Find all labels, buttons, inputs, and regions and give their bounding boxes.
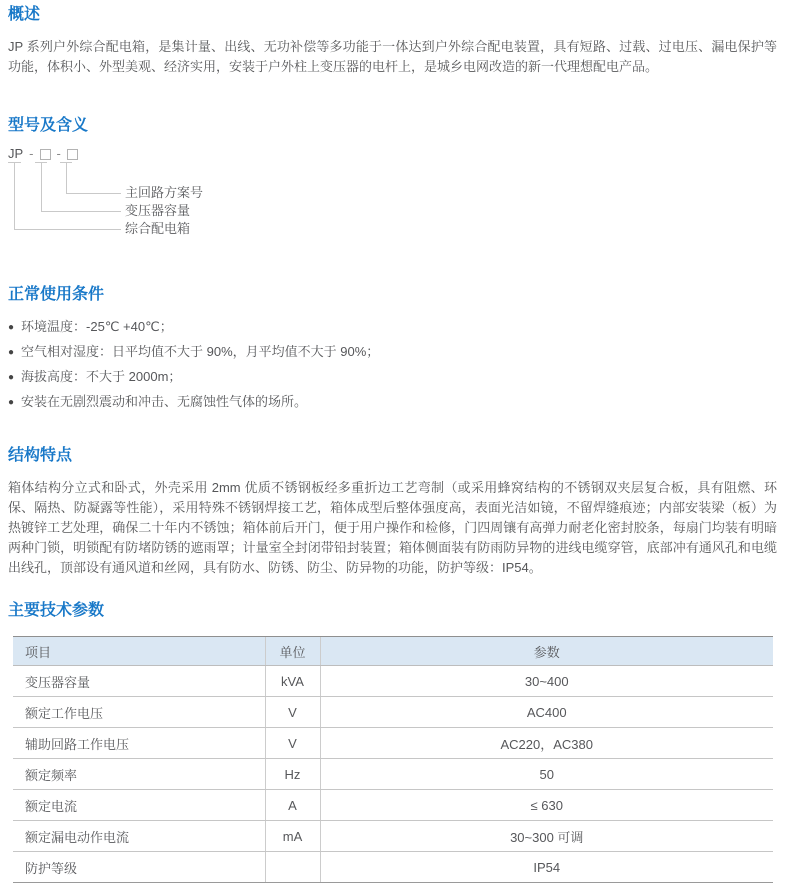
model-dash: -: [29, 146, 34, 161]
spec-item: 额定电流: [13, 790, 265, 821]
condition-text: 环境温度：-25℃ +40℃；: [21, 319, 173, 334]
spec-value: 30~300 可调: [320, 821, 773, 852]
table-row: [13, 728, 773, 759]
spec-value: AC220，AC380: [320, 728, 773, 759]
spec-item: 额定工作电压: [13, 697, 265, 728]
model-label-capacity: 变压器容量: [125, 203, 191, 218]
spec-unit: mA: [265, 821, 320, 852]
spec-value: IP54: [320, 852, 773, 883]
spec-value: 50: [320, 759, 773, 790]
model-label-scheme: 主回路方案号: [125, 185, 204, 200]
diagram-connector-line: [66, 163, 121, 194]
column-header-item: 项目: [13, 637, 265, 666]
spec-unit: A: [265, 790, 320, 821]
spec-unit: Hz: [265, 759, 320, 790]
features-paragraph: 箱体结构分立式和卧式，外壳采用 2mm 优质不锈钢板经多重折边工艺弯制（或采用蜂窝结构的不锈钢双夹层复合板，具有阻燃、环保、隔热、防凝露等性能），采用特殊不锈钢焊接工艺，箱体成型后整体强度高，表面光洁如镜，不留焊缝痕迹；内部安装梁（板）为热镀锌工艺处理，确保二十年内不锈蚀；箱体前后开门，便于用户操作和检修，门四周镶有高弹力耐老化密封胶条，每扇门均装有明暗两种门锁，明锁配有防堵防锈的遮雨罩；计量室全封闭带铅封装置；箱体侧面装有防雨防异物的进线电缆穿管，底部冲有通风孔和电缆出线孔，顶部设有通风道和丝网，具有防水、防锈、防尘、防异物的功能，防护等级：IP54。: [8, 480, 777, 575]
section-heading-specs: 主要技术参数: [8, 602, 105, 619]
table-row: [13, 790, 773, 821]
model-dash: -: [56, 146, 61, 161]
spec-table: [13, 636, 773, 883]
overview-paragraph: JP 系列户外综合配电箱，是集计量、出线、无功补偿等多功能于一体达到户外综合配电装置，具有短路、过载、过电压、漏电保护等功能，体积小、外型美观、经济实用，安装于户外柱上变压器的电杆上，是城乡电网改造的新一代理想配电产品。: [8, 39, 777, 74]
spec-unit: kVA: [265, 666, 320, 697]
conditions-list: [8, 317, 777, 414]
list-item: [8, 342, 777, 364]
section-heading-model: 型号及含义: [8, 117, 89, 134]
table-row: [13, 821, 773, 852]
spec-value: ≤ 630: [320, 790, 773, 821]
model-code-diagram: [8, 147, 777, 239]
spec-item: 额定漏电动作电流: [13, 821, 265, 852]
spec-value: 30~400: [320, 666, 773, 697]
spec-value: AC400: [320, 697, 773, 728]
column-header-unit: 单位: [265, 637, 320, 666]
model-placeholder-box: [40, 149, 51, 160]
model-prefix: JP: [8, 146, 24, 161]
list-item: [8, 367, 777, 389]
spec-unit: [265, 852, 320, 883]
list-item: [8, 392, 777, 414]
table-row: [13, 666, 773, 697]
table-row: [13, 852, 773, 883]
bullet-icon: ●: [8, 322, 15, 333]
bullet-icon: ●: [8, 347, 15, 358]
table-row: [13, 697, 773, 728]
bullet-icon: ●: [8, 372, 15, 383]
table-row: [13, 759, 773, 790]
condition-text: 海拔高度：不大于 2000m；: [21, 369, 182, 384]
spec-item: 辅助回路工作电压: [13, 728, 265, 759]
condition-text: 安装在无剧烈震动和冲击、无腐蚀性气体的场所。: [21, 394, 308, 409]
condition-text: 空气相对湿度：日平均值不大于 90%，月平均值不大于 90%；: [21, 344, 380, 359]
table-header-row: [13, 637, 773, 666]
bullet-icon: ●: [8, 397, 15, 408]
spec-item: 防护等级: [13, 852, 265, 883]
spec-unit: V: [265, 728, 320, 759]
section-heading-conditions: 正常使用条件: [8, 286, 105, 303]
section-heading-overview: 概述: [8, 6, 41, 23]
spec-unit: V: [265, 697, 320, 728]
list-item: [8, 317, 777, 339]
model-code: [8, 147, 78, 161]
spec-item: 额定频率: [13, 759, 265, 790]
model-placeholder-box: [67, 149, 78, 160]
spec-item: 变压器容量: [13, 666, 265, 697]
model-label-box: 综合配电箱: [125, 221, 191, 236]
section-heading-features: 结构特点: [8, 447, 73, 464]
column-header-value: 参数: [320, 637, 773, 666]
